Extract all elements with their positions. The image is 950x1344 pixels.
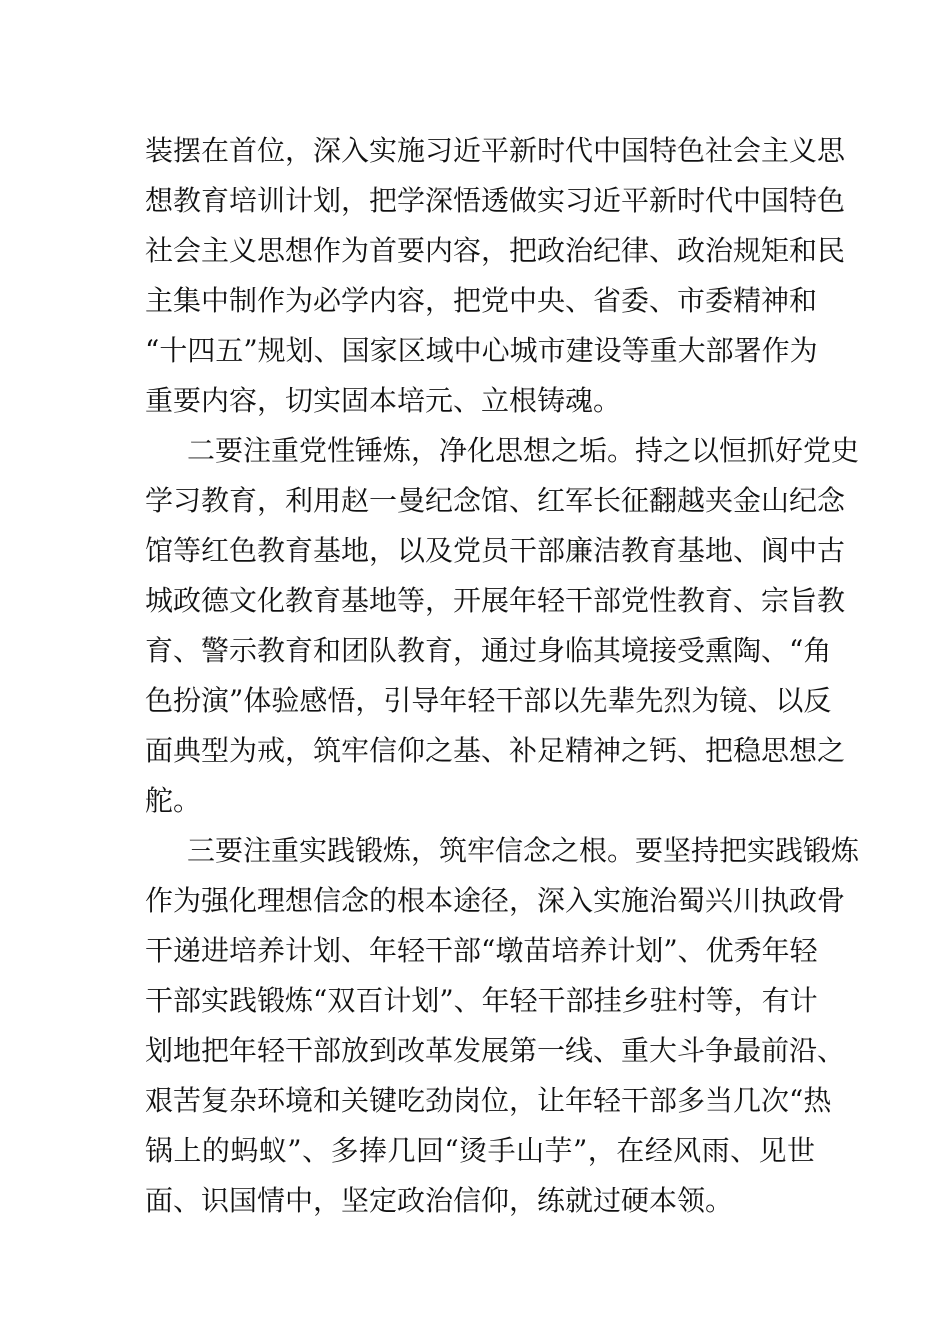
text-line: 锅上的蚂蚁”、多捧几回“烫手山芋”，在经风雨、见世 xyxy=(145,1134,815,1167)
text-line: 学习教育，利用赵一曼纪念馆、红军长征翻越夹金山纪念 xyxy=(145,484,846,517)
text-line: 舵。 xyxy=(145,784,202,817)
text-line: 划地把年轻干部放到改革发展第一线、重大斗争最前沿、 xyxy=(145,1034,846,1067)
text-line: 城政德文化教育基地等，开展年轻干部党性教育、宗旨教 xyxy=(145,584,846,617)
text-line: 面典型为戒，筑牢信仰之基、补足精神之钙、把稳思想之 xyxy=(145,734,846,767)
text-line: 色扮演”体验感悟，引导年轻干部以先辈先烈为镜、以反 xyxy=(145,684,832,717)
paragraph-first-line: 三要注重实践锻炼，筑牢信念之根。要坚持把实践锻炼 xyxy=(187,834,860,867)
text-line: “十四五”规划、国家区域中心城市建设等重大部署作为 xyxy=(145,334,818,367)
text-line: 艰苦复杂环境和关键吃劲岗位，让年轻干部多当几次“热 xyxy=(145,1084,832,1117)
text-line: 馆等红色教育基地，以及党员干部廉洁教育基地、阆中古 xyxy=(145,534,846,567)
text-line: 主集中制作为必学内容，把党中央、省委、市委精神和 xyxy=(145,284,818,317)
text-line: 社会主义思想作为首要内容，把政治纪律、政治规矩和民 xyxy=(145,234,846,267)
text-line: 作为强化理想信念的根本途径，深入实施治蜀兴川执政骨 xyxy=(145,884,846,917)
text-line: 重要内容，切实固本培元、立根铸魂。 xyxy=(145,384,622,417)
text-line: 干部实践锻炼“双百计划”、年轻干部挂乡驻村等，有计 xyxy=(145,984,818,1017)
text-line: 育、警示教育和团队教育，通过身临其境接受熏陶、“角 xyxy=(145,634,832,667)
text-line: 想教育培训计划，把学深悟透做实习近平新时代中国特色 xyxy=(145,184,846,217)
text-line: 面、识国情中，坚定政治信仰，练就过硬本领。 xyxy=(145,1184,734,1217)
text-line: 干递进培养计划、年轻干部“墩苗培养计划”、优秀年轻 xyxy=(145,934,818,967)
paragraph-first-line: 二要注重党性锤炼，净化思想之垢。持之以恒抓好党史 xyxy=(187,434,860,467)
text-line: 装摆在首位，深入实施习近平新时代中国特色社会主义思 xyxy=(145,134,846,167)
